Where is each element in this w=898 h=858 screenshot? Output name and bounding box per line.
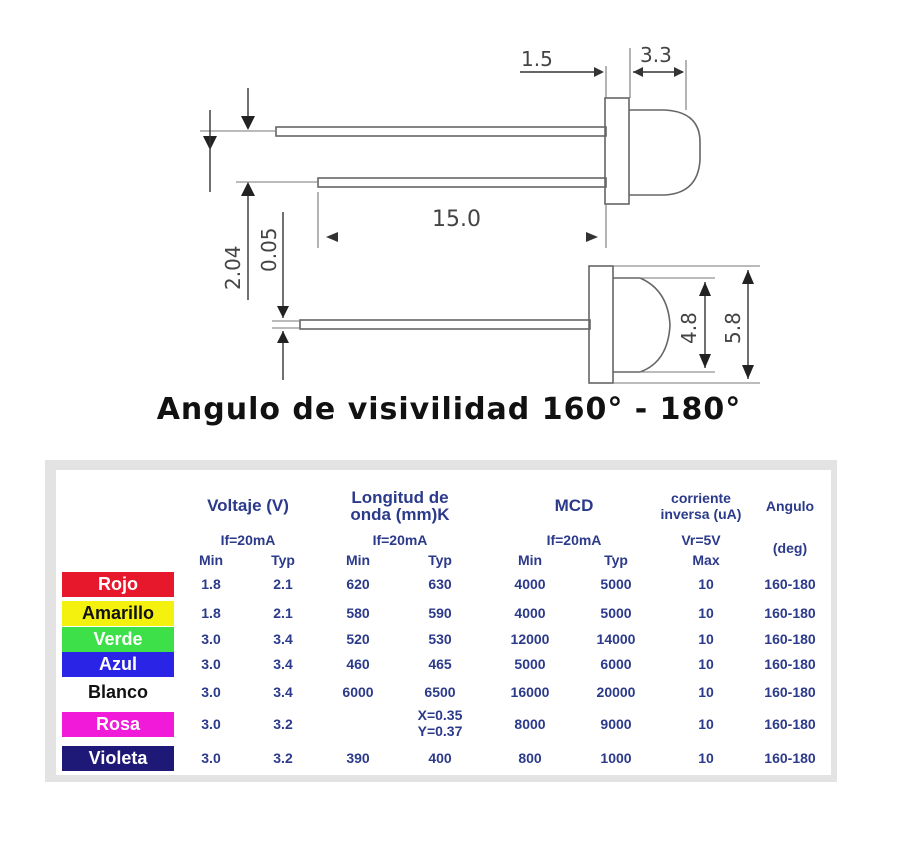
col-lmin: Min bbox=[345, 552, 371, 568]
cell-vtyp: 2.1 bbox=[273, 576, 293, 592]
cell-mtyp: 14000 bbox=[596, 631, 636, 647]
col-mtyp: Typ bbox=[604, 552, 628, 568]
bottom-flange bbox=[589, 266, 613, 383]
cell-lmin: 520 bbox=[346, 631, 370, 647]
col-mmin: Min bbox=[517, 552, 543, 568]
dim-0-05 bbox=[257, 212, 300, 380]
dim-4-8-label: 4.8 bbox=[677, 312, 701, 344]
header-corriente-line2: inversa (uA) bbox=[660, 506, 742, 522]
cell-mmin: 12000 bbox=[510, 631, 550, 647]
cell-vmin: 3.0 bbox=[201, 750, 221, 766]
dim-2-04-label: 2.04 bbox=[221, 245, 245, 290]
row-label-rojo: Rojo bbox=[62, 572, 174, 597]
cell-lmin: 6000 bbox=[342, 684, 374, 700]
dim-15-0 bbox=[318, 192, 606, 248]
cell-ltyp: X=0.35 Y=0.37 bbox=[417, 707, 463, 739]
cell-mtyp: 9000 bbox=[600, 716, 632, 732]
dim-1-5 bbox=[520, 47, 606, 98]
cell-mtyp: 5000 bbox=[600, 576, 632, 592]
cell-ang: 160-180 bbox=[764, 656, 816, 672]
cell-vmin: 3.0 bbox=[201, 631, 221, 647]
dim-3-3-label: 3.3 bbox=[640, 43, 672, 67]
dim-4-8 bbox=[640, 278, 715, 372]
dim-0-05-label: 0.05 bbox=[257, 227, 281, 272]
cell-ang: 160-180 bbox=[764, 631, 816, 647]
cell-mmin: 5000 bbox=[514, 656, 546, 672]
cell-lmin: 460 bbox=[346, 656, 370, 672]
unit-deg: (deg) bbox=[772, 540, 808, 556]
cell-ang: 160-180 bbox=[764, 716, 816, 732]
cell-mtyp: 20000 bbox=[596, 684, 636, 700]
bottom-lead bbox=[300, 320, 590, 329]
header-longitud-line2: onda (mm)K bbox=[350, 505, 450, 524]
cell-ltyp: 400 bbox=[428, 750, 452, 766]
cell-vtyp: 3.4 bbox=[273, 656, 293, 672]
dim-1-5-label: 1.5 bbox=[521, 47, 553, 71]
cell-mmin: 4000 bbox=[514, 605, 546, 621]
cell-lmin: 390 bbox=[346, 750, 370, 766]
cond-longitud: If=20mA bbox=[372, 532, 428, 548]
cell-mmin: 4000 bbox=[514, 576, 546, 592]
cond-corriente: Vr=5V bbox=[681, 532, 721, 548]
led-dimension-drawing bbox=[0, 0, 898, 400]
cell-vtyp: 2.1 bbox=[273, 605, 293, 621]
cell-mtyp: 1000 bbox=[600, 750, 632, 766]
cell-vmin: 3.0 bbox=[201, 684, 221, 700]
cell-ltyp: 630 bbox=[428, 576, 452, 592]
short-lead bbox=[318, 178, 606, 187]
cell-vtyp: 3.4 bbox=[273, 631, 293, 647]
cell-ltyp: 590 bbox=[428, 605, 452, 621]
cell-imax: 10 bbox=[698, 716, 714, 732]
cell-imax: 10 bbox=[698, 576, 714, 592]
cell-ltyp: 530 bbox=[428, 631, 452, 647]
cell-vmin: 1.8 bbox=[201, 605, 221, 621]
cell-vmin: 1.8 bbox=[201, 576, 221, 592]
cell-mmin: 800 bbox=[518, 750, 542, 766]
cell-mtyp: 6000 bbox=[600, 656, 632, 672]
row-label-azul: Azul bbox=[62, 652, 174, 677]
cell-vmin: 3.0 bbox=[201, 656, 221, 672]
cell-imax: 10 bbox=[698, 750, 714, 766]
bottom-dome bbox=[613, 278, 670, 372]
cell-mmin: 16000 bbox=[510, 684, 550, 700]
row-label-verde: Verde bbox=[62, 627, 174, 652]
cell-mtyp: 5000 bbox=[600, 605, 632, 621]
cond-voltaje: If=20mA bbox=[220, 532, 276, 548]
cell-imax: 10 bbox=[698, 631, 714, 647]
dim-15-0-label: 15.0 bbox=[432, 207, 481, 232]
cell-lmin: 580 bbox=[346, 605, 370, 621]
header-corriente-line1: corriente bbox=[671, 490, 731, 506]
col-ltyp: Typ bbox=[428, 552, 452, 568]
cell-ang: 160-180 bbox=[764, 576, 816, 592]
row-label-amarillo: Amarillo bbox=[62, 601, 174, 626]
cell-mmin: 8000 bbox=[514, 716, 546, 732]
dim-5-8-label: 5.8 bbox=[721, 312, 745, 344]
cell-ang: 160-180 bbox=[764, 750, 816, 766]
header-mcd: MCD bbox=[554, 496, 594, 515]
col-imax: Max bbox=[692, 552, 720, 568]
cell-ltyp: 465 bbox=[428, 656, 452, 672]
header-longitud-line1: Longitud de bbox=[351, 488, 449, 507]
col-vmin: Min bbox=[198, 552, 224, 568]
led-flange bbox=[605, 98, 629, 204]
cell-ang: 160-180 bbox=[764, 605, 816, 621]
row-label-violeta: Violeta bbox=[62, 746, 174, 771]
cond-mcd: If=20mA bbox=[546, 532, 602, 548]
cell-ang: 160-180 bbox=[764, 684, 816, 700]
viewing-angle-title: Angulo de visivilidad 160° - 180° bbox=[156, 392, 742, 427]
cell-ltyp: 6500 bbox=[424, 684, 456, 700]
led-dome bbox=[629, 110, 700, 195]
row-label-rosa: Rosa bbox=[62, 712, 174, 737]
long-lead bbox=[276, 127, 606, 136]
cell-lmin: 620 bbox=[346, 576, 370, 592]
cell-imax: 10 bbox=[698, 684, 714, 700]
cell-vtyp: 3.2 bbox=[273, 716, 293, 732]
cell-imax: 10 bbox=[698, 656, 714, 672]
header-voltaje: Voltaje (V) bbox=[207, 496, 289, 515]
header-angulo: Angulo bbox=[765, 498, 815, 514]
cell-vtyp: 3.2 bbox=[273, 750, 293, 766]
led-side-view bbox=[276, 98, 700, 204]
dim-3-3 bbox=[630, 43, 686, 110]
col-vtyp: Typ bbox=[271, 552, 295, 568]
led-front-view bbox=[300, 266, 670, 383]
row-label-blanco: Blanco bbox=[62, 680, 174, 705]
cell-vtyp: 3.4 bbox=[273, 684, 293, 700]
cell-imax: 10 bbox=[698, 605, 714, 621]
cell-vmin: 3.0 bbox=[201, 716, 221, 732]
